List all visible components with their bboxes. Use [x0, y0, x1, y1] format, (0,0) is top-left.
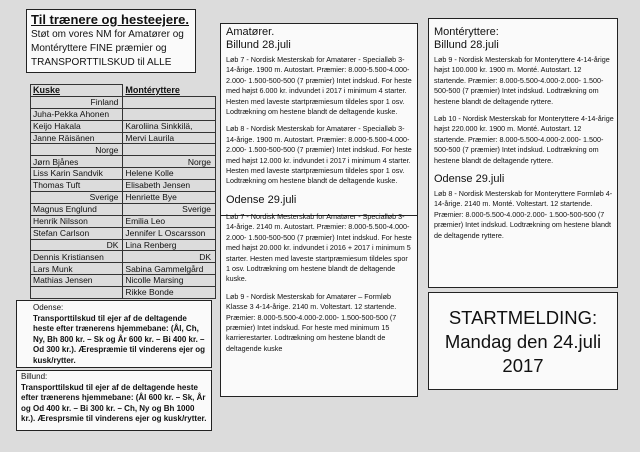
table-row: [31, 132, 216, 144]
monte-billund-race: Løb 10 - Nordisk Mesterskab for Monteryttere 4-14-årige højst 220.000 kr. 1900 m. Monté. Autostart. 12 startende. Præmier: 8.000-5.500-4.000-2.000- 1.500-500-500 (7 præmier) Intet indskud. Lodtrækning om hestene blandt de deltagende ryttere.: [434, 114, 614, 165]
kusk-cell: Janne Räisänen: [31, 132, 123, 144]
table-row: [31, 108, 216, 120]
kusk-cell: Liss Karin Sandvik: [31, 168, 123, 180]
monte-cell: Nicolle Marsing: [123, 275, 216, 287]
billund-transport-text: Transporttilskud til ejer af de deltagende heste efter trænerens hjemmebane: (Ål 600 kr. – Sk, År og Od 400 kr. – Bi 300 kr. – Ch, Ny og Bh 1000 kr.). Æresprsmie til vinderens ejer og kusk/rytter.: [21, 382, 207, 423]
col-header-monte: Montéryttere: [125, 84, 180, 95]
kusk-cell: Henrik Nilsson: [31, 215, 123, 227]
header-line: TRANSPORTTILSKUD til ALLE: [31, 57, 172, 68]
monte-billund-title: Billund 28.juli: [434, 39, 499, 51]
monte-cell: Norge: [123, 156, 216, 168]
table-header-row: [31, 85, 216, 97]
amator-title: Amatører.: [226, 26, 275, 38]
monte-cell: Rikke Bonde: [123, 287, 216, 299]
table-row: [31, 156, 216, 168]
monte-cell: Jennifer L Oscarsson: [123, 227, 216, 239]
kusk-cell: Finland: [31, 96, 123, 108]
kusk-cell: DK: [31, 239, 123, 251]
amator-odense-title: Odense 29.juli: [226, 193, 297, 206]
amator-column: [226, 26, 412, 361]
kusk-cell: Lars Munk: [31, 263, 123, 275]
table-row: [31, 287, 216, 299]
participants-table-body: [31, 85, 216, 299]
billund-transport-label: Billund:: [21, 372, 48, 381]
header-line: Montéryttere FINE præmier og: [31, 43, 167, 54]
table-row: [31, 96, 216, 108]
odense-transport-box: [16, 300, 212, 368]
odense-transport-label: Odense:: [33, 303, 64, 312]
startmelding-date: Mandag den 24.juli: [444, 331, 602, 352]
table-row: [31, 263, 216, 275]
startmelding-year: 2017: [502, 355, 544, 376]
monte-cell: Helene Kolle: [123, 168, 216, 180]
monte-title: Montéryttere:: [434, 26, 499, 38]
monte-cell: Karoliina Sinkkilä,: [123, 120, 216, 132]
table-row: [31, 192, 216, 204]
monte-cell: Henriette Bye: [123, 192, 216, 204]
monte-cell: Sverige: [123, 203, 216, 215]
header-line: Støt om vores NM for Amatører og: [31, 29, 184, 40]
monte-odense-title: Odense 29.juli: [434, 173, 505, 186]
kusk-cell: Keijo Hakala: [31, 120, 123, 132]
table-row: [31, 120, 216, 132]
kusk-cell: Norge: [31, 144, 123, 156]
monte-cell: Elisabeth Jensen: [123, 180, 216, 192]
monte-cell: [123, 144, 216, 156]
amator-odense-race: Løb 7 - Nordisk Mesterskab for Amatører - Specialløb 3-14-årige. 2140 m. Autostart. Præmier: 8.000-5.500-4.000-2.000- 1.500-500-500 (7 præmier) Intet indskud. For heste med højst 20.000 kr. indvundet i 2016 + 2017 i minimum 5 starter. Hesten med laveste startpræmiesum tildeles spor 1 osv. Lodtrækning om hestene blandt de deltagende kuske.: [226, 211, 412, 284]
header-box: [26, 9, 196, 73]
kusk-cell: Dennis Kristiansen: [31, 251, 123, 263]
monte-cell: Emilia Leo: [123, 215, 216, 227]
kusk-cell: [31, 287, 123, 299]
monte-cell: Lina Renberg: [123, 239, 216, 251]
participants-table: [30, 84, 216, 299]
table-row: [31, 239, 216, 251]
startmelding: [428, 306, 618, 378]
kusk-cell: Juha-Pekka Ahonen: [31, 108, 123, 120]
amator-odense-race: Løb 9 - Nordisk Mesterskab for Amatører – Formløb Klasse 3 4-14-årige. 2140 m. Voltestart. 12 startende. Præmier: 8.000-5.500-4.000-2.000- 1.500-500-500 (7 præmier) Intet indskud. For heste med minimum 15 karrierestarter. Lodtrækning om hestene blandt de deltagende kuske: [226, 291, 397, 353]
odense-transport-text: Transporttilskud til ejer af de deltagende heste efter trænerens hjemmebane: (Ål, Ch, Ny, Bh 800 kr. – Sk og År 600 kr. – Bi 400 kr. – Od 300 kr.). Ærespræmie til vinderens ejer og kusk/rytter.: [33, 313, 206, 365]
monte-odense-race: Løb 8 - Nordisk Mesterskab for Monteryttere Formløb 4-14-årige. 2140 m. Monté. Voltestart. 12 startende. Præmier: 8.000-5.500-4.000-2.000- 1.500-500-500 (7 præmier) Intet indskud. Lodtrækning om hestene blandt de deltagende ryttere.: [434, 189, 613, 240]
billund-transport-box: [16, 370, 212, 431]
col-header-kuske: Kuske: [31, 85, 123, 97]
table-row: [31, 275, 216, 287]
amator-billund-race: Løb 8 - Nordisk Mesterskab for Amatører - Specialløb 3-14-årige. 1900 m. Autostart. Præmier: 8.000-5.500-4.000-2.000- 1.500-500-500 (7 præmier) Intet indskud. For heste med højst 12.000 kr. indvundet i 2017 i minimum 4 starter. Hesten med laveste startpræmiesum tildeles spor 1 osv. Lodtrækning om hestene blandt de deltagende kuske.: [226, 124, 412, 186]
monte-cell: Mervi Laurila: [123, 132, 216, 144]
kusk-cell: Sverige: [31, 192, 123, 204]
amator-billund-race: Løb 7 - Nordisk Mesterskab for Amatører - Specialløb 3-14-årige. 1900 m. Autostart. Præmier: 8.000-5.500-4.000-2.000- 1.500-500-500 (7 præmier) Intet indskud. For heste med højst 6.000 kr. indvundet i 2017 i minimum 4 starter. Hesten med laveste startpræmiesum tildeles spor 1 osv. Lodtrækning om hestene blandt de deltagende kuske.: [226, 55, 412, 117]
table-row: [31, 215, 216, 227]
monte-column: [434, 26, 614, 248]
table-row: [31, 168, 216, 180]
startmelding-label: STARTMELDING:: [448, 307, 598, 328]
monte-cell: [123, 96, 216, 108]
table-row: [31, 203, 216, 215]
kusk-cell: Stefan Carlson: [31, 227, 123, 239]
monte-cell: [123, 108, 216, 120]
monte-cell: Sabina Gammelgård: [123, 263, 216, 275]
header-title: Til trænere og hesteejere.: [31, 12, 189, 27]
kusk-cell: Mathias Jensen: [31, 275, 123, 287]
table-row: [31, 227, 216, 239]
table-row: [31, 144, 216, 156]
monte-cell: DK: [123, 251, 216, 263]
table-row: [31, 251, 216, 263]
table-row: [31, 180, 216, 192]
monte-billund-race: Løb 9 - Nordisk Mesterskab for Monteryttere 4-14-årige højst 100.000 kr. 1900 m. Monté. Autostart. 12 startende. Præmier: 8.000-5.500-4.000-2.000- 1.500-500-500 (7 præmier) Intet indskud. Lodtrækning om hestene blandt de deltagende ryttere.: [434, 55, 610, 106]
kusk-cell: Thomas Tuft: [31, 180, 123, 192]
amator-billund-title: Billund 28.juli: [226, 39, 291, 51]
kusk-cell: Jørn Bjånes: [31, 156, 123, 168]
kusk-cell: Magnus Englund: [31, 203, 123, 215]
